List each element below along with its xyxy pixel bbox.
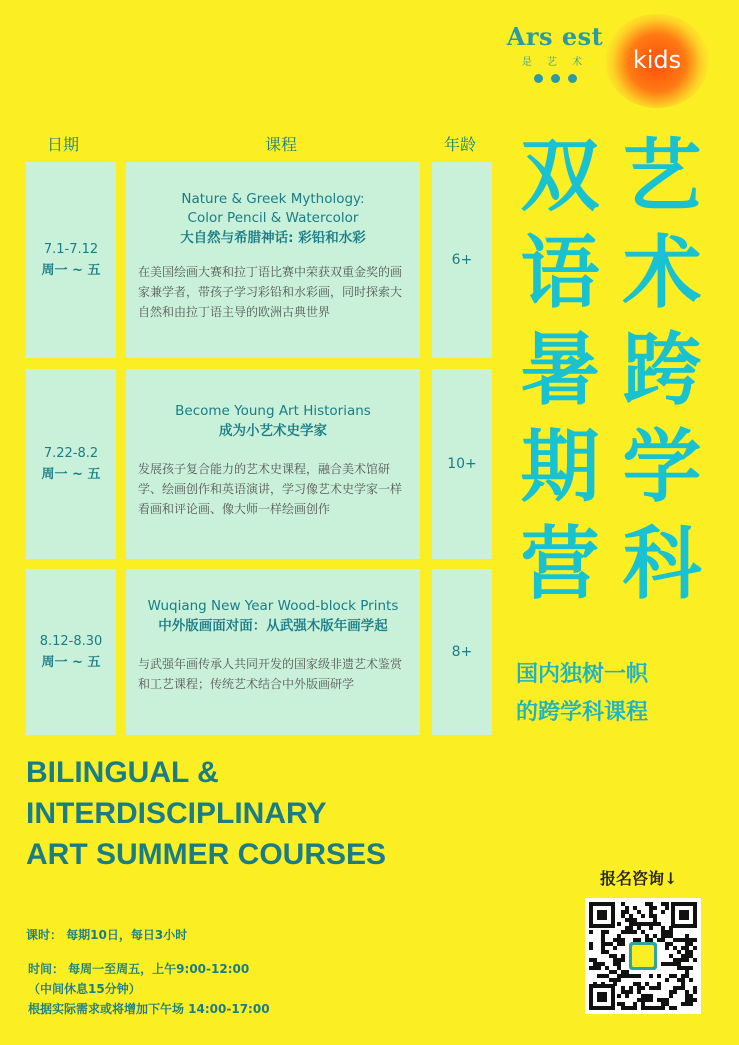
headline-cn-left-column [510, 128, 610, 613]
row-1-date-cell [26, 162, 116, 358]
row-3-date-cell [26, 569, 116, 735]
signup-label: 报名咨询↓ [600, 869, 678, 888]
header-date: 日期 [47, 135, 80, 154]
headline-cn-char: 科 [622, 518, 702, 610]
row-3-desc: 与武强年画传承人共同开发的国家级非遗艺术鉴赏和工艺课程；传统艺术结合中外版画研学 [138, 657, 403, 691]
headline-en-line-2: INTERDISCIPLINARY [26, 797, 327, 830]
row-2-desc: 发展孩子复合能力的艺术史课程，融合美术馆研学、绘画创作和英语演讲，学习像艺术史学家一样看画和评论画、像大师一样绘画创作 [138, 462, 403, 516]
logo-dots [500, 74, 610, 83]
brand-logo [500, 22, 610, 83]
headline-en-line-1: BILINGUAL & [26, 756, 219, 789]
row-2-course-cell [126, 369, 420, 559]
row-2-date-cell [26, 369, 116, 559]
row-3-age-cell [432, 569, 492, 735]
header-age: 年龄 [444, 135, 477, 154]
row-1-course-cell [126, 162, 420, 358]
headline-cn-char: 营 [520, 518, 600, 610]
row-1-age: 6+ [451, 252, 473, 268]
row-1-date: 7.1-7.12 [43, 242, 99, 257]
row-2-age-cell [432, 369, 492, 559]
headline-en [26, 752, 386, 875]
row-2-age: 10+ [447, 456, 477, 472]
schedule-line-2: （中间休息15分钟） [28, 982, 141, 996]
row-3-days: 周一 ~ 五 [41, 655, 101, 670]
kids-badge [605, 14, 709, 108]
headline-cn-char: 暑 [520, 324, 600, 416]
subtitle-line-2: 的跨学科课程 [516, 700, 649, 725]
qr-code[interactable] [585, 898, 701, 1014]
row-1-age-cell [432, 162, 492, 358]
logo-subtitle: 是 艺 术 [521, 57, 589, 68]
headline-cn-char: 双 [520, 130, 600, 222]
row-2-cn-title: 成为小艺术史学家 [219, 423, 327, 439]
row-3-course-cell [126, 569, 420, 735]
headline-cn-char: 期 [520, 421, 600, 513]
headline-cn-char: 艺 [622, 130, 702, 222]
subtitle [516, 656, 648, 732]
schedule-info [28, 959, 270, 1019]
headline-cn-char: 语 [520, 227, 600, 319]
row-1-days: 周一 ~ 五 [41, 263, 101, 278]
row-3-en-title: Wuqiang New Year Wood-block Prints [147, 598, 399, 614]
row-3-cn-title: 中外版画面对面：从武强木版年画学起 [158, 618, 388, 634]
headline-cn-char: 跨 [622, 324, 702, 416]
row-3-age: 8+ [451, 644, 473, 660]
row-1-cn-title: 大自然与希腊神话: 彩铅和水彩 [180, 230, 366, 246]
logo-title: Ars est [506, 22, 604, 51]
headline-cn-char: 术 [622, 227, 702, 319]
schedule-line-3: 根据实际需求或将增加下午场 14:00-17:00 [28, 1002, 270, 1016]
row-2-date: 7.22-8.2 [43, 446, 99, 461]
row-3-date: 8.12-8.30 [39, 634, 103, 649]
kids-badge-label: kids [632, 46, 682, 74]
row-2-days: 周一 ~ 五 [41, 467, 101, 482]
row-2-en-title: Become Young Art Historians [175, 403, 371, 419]
course-hours: 课时： 每期10日，每日3小时 [26, 928, 188, 942]
row-1-desc: 在美国绘画大赛和拉丁语比赛中荣获双重金奖的画家兼学者，带孩子学习彩铅和水彩画，同时探索大自然和由拉丁语主导的欧洲古典世界 [138, 265, 403, 319]
row-1-en-title: Nature & Greek Mythology: Color Pencil & Watercolor [181, 191, 365, 226]
qr-code-icon [585, 898, 701, 1014]
schedule-line-1: 时间： 每周一至周五，上午9:00-12:00 [28, 962, 250, 976]
headline-cn-char: 学 [622, 421, 702, 513]
header-course: 课程 [265, 135, 298, 154]
headline-cn-right-column [612, 128, 712, 613]
subtitle-line-1: 国内独树一帜 [516, 662, 649, 687]
headline-en-line-3: ART SUMMER COURSES [26, 838, 387, 871]
